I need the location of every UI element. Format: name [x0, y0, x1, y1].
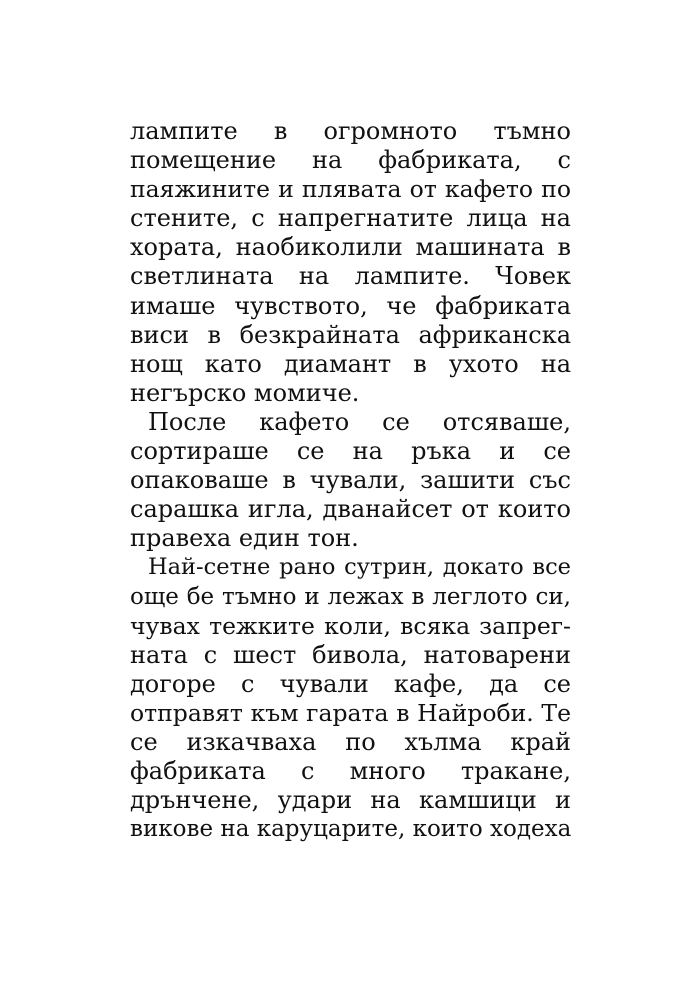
- text-line: дрънчене, удари на камшици и: [130, 786, 571, 815]
- text-line: отправят към гарата в Найроби. Те: [130, 698, 571, 727]
- text-line: правеха един тон.: [130, 524, 359, 553]
- text-line: светлината на лампите. Човек: [130, 262, 571, 291]
- text-line: имаше чувството, че фабриката: [130, 291, 571, 320]
- text-line: лампите в огромното тъмно: [130, 117, 571, 145]
- text-line: нощ като диамант в ухото на: [130, 349, 571, 378]
- paragraph-2: [130, 408, 571, 553]
- text-line: догоре с чували кафе, да се: [130, 669, 571, 698]
- paragraph-1: [130, 117, 571, 408]
- text-line: още бе тъмно и лежах в леглото си,: [130, 583, 571, 610]
- text-line: викове на каруцарите, които ходеха: [130, 816, 571, 843]
- text-line: хората, наобиколили машината в: [130, 233, 571, 262]
- text-line: сортираше се на ръка и се: [130, 437, 571, 466]
- text-line: После кафето се отсяваше,: [148, 407, 571, 436]
- text-line: чувах тежките коли, всяка запрег-: [130, 611, 571, 640]
- text-line: Най-сетне рано сутрин, докато все: [148, 554, 571, 581]
- text-line: помещение на фабриката, с: [130, 146, 571, 175]
- text-line: паяжините и плявата от кафето по: [130, 175, 571, 204]
- paragraph-3: [130, 553, 571, 844]
- text-line: негърско момиче.: [130, 378, 360, 407]
- text-line: виси в безкрайната африканска: [130, 320, 571, 349]
- text-line: ната с шест бивола, натоварени: [130, 640, 571, 669]
- book-page-text: [130, 117, 571, 844]
- text-line: стените, с напрегнатите лица на: [130, 204, 571, 233]
- text-line: фабриката с много тракане,: [130, 757, 571, 786]
- text-line: опаковаше в чували, зашити със: [130, 466, 571, 495]
- text-line: сарашка игла, дванайсет от които: [130, 495, 571, 524]
- text-line: се изкачваха по хълма край: [130, 727, 571, 756]
